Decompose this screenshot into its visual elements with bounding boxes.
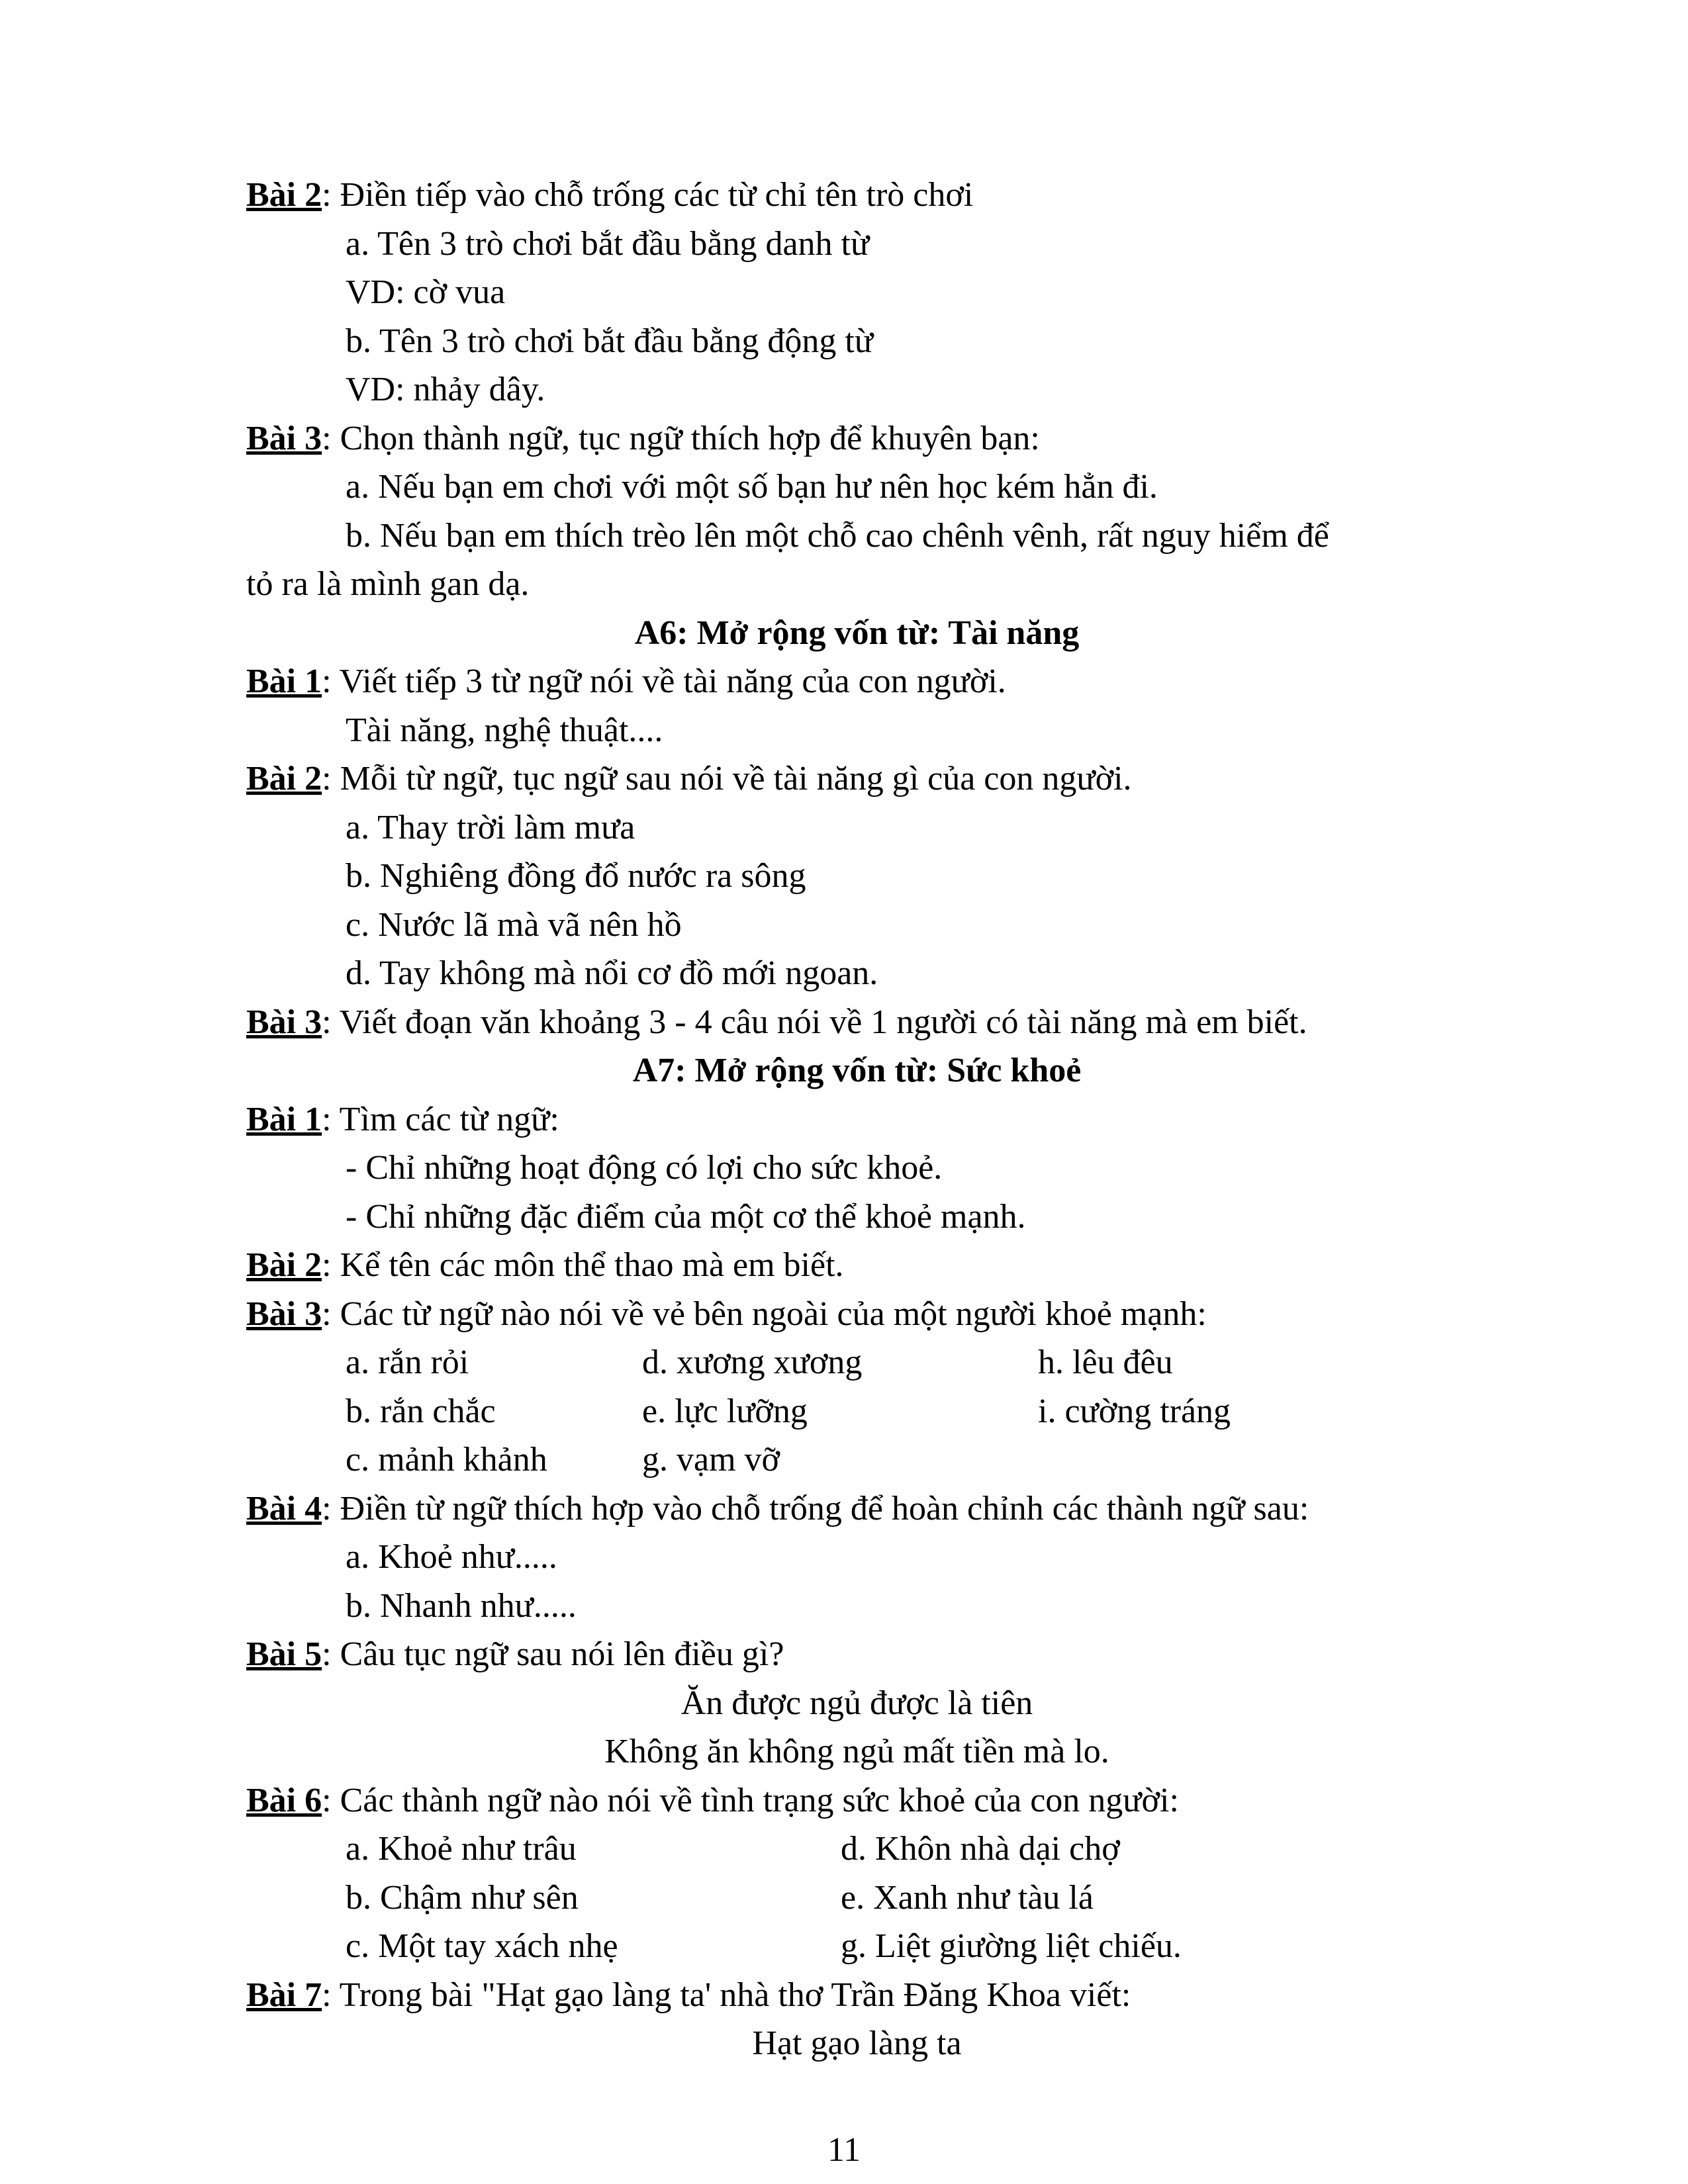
- exercise-label: Bài 3: [246, 419, 322, 457]
- exercise-label: Bài 6: [246, 1781, 322, 1819]
- exercise-item: - Chỉ những hoạt động có lợi cho sức khoẻ.: [346, 1149, 943, 1187]
- exercise-item: b. Tên 3 trò chơi bắt đầu bằng động từ: [346, 322, 874, 360]
- exercise-bai-3-prompt: [246, 414, 1468, 463]
- exercise-label: Bài 7: [246, 1976, 322, 2014]
- option-item: e. lực lưỡng: [642, 1392, 808, 1430]
- exercise-text: : Viết tiếp 3 từ ngữ nói về tài năng của con người.: [322, 662, 1006, 700]
- exercise-item: a. Khoẻ như.....: [346, 1538, 557, 1576]
- option-row: [246, 1874, 1468, 1923]
- page-number: 11: [827, 2131, 861, 2169]
- exercise-bai-4-prompt: [246, 1484, 1468, 1533]
- section-heading-a7: A7: Mở rộng vốn từ: Sức khoẻ: [632, 1052, 1082, 1089]
- exercise-bai-5-prompt: [246, 1630, 1468, 1679]
- exercise-bai-1-prompt: [246, 1095, 1468, 1144]
- exercise-item: b. Nhanh như.....: [346, 1586, 577, 1625]
- exercise-text: : Điền từ ngữ thích hợp vào chỗ trống để hoàn chỉnh các thành ngữ sau:: [322, 1489, 1309, 1527]
- exercise-item: a. Nếu bạn em chơi với một số bạn hư nên học kém hẳn đi.: [346, 468, 1158, 506]
- exercise-bai-2-prompt: [246, 1241, 1468, 1290]
- option-item: h. lêu đêu: [1038, 1343, 1173, 1381]
- option-item: g. Liệt giường liệt chiếu.: [841, 1927, 1182, 1965]
- proverb-line: Ăn được ngủ được là tiên: [680, 1684, 1033, 1722]
- option-item: d. Khôn nhà dại chợ: [841, 1830, 1120, 1868]
- exercise-bai-2-prompt: [246, 754, 1468, 803]
- exercise-bai-3-prompt: [246, 1290, 1468, 1339]
- exercise-item: a. Thay trời làm mưa: [346, 808, 635, 846]
- exercise-label: Bài 3: [246, 1295, 322, 1333]
- exercise-label: Bài 2: [246, 1246, 322, 1284]
- exercise-text: : Chọn thành ngữ, tục ngữ thích hợp để khuyên bạn:: [322, 419, 1040, 457]
- exercise-example: VD: nhảy dây.: [346, 371, 545, 408]
- exercise-item: b. Nghiêng đồng đổ nước ra sông: [346, 857, 806, 895]
- option-item: e. Xanh như tàu lá: [841, 1878, 1094, 1917]
- proverb-line: Không ăn không ngủ mất tiền mà lo.: [604, 1733, 1109, 1770]
- option-row: [246, 1435, 1468, 1484]
- exercise-label: Bài 5: [246, 1635, 322, 1673]
- section-heading-a6: A6: Mở rộng vốn từ: Tài năng: [634, 614, 1080, 652]
- exercise-bai-3-prompt: [246, 998, 1468, 1047]
- exercise-bai-7-prompt: [246, 1971, 1468, 2020]
- exercise-label: Bài 3: [246, 1003, 322, 1041]
- exercise-item-continuation: tỏ ra là mình gan dạ.: [246, 565, 530, 603]
- exercise-text: : Điền tiếp vào chỗ trống các từ chỉ tên trò chơi: [322, 176, 974, 214]
- exercise-text: : Các từ ngữ nào nói về vẻ bên ngoài của một người khoẻ mạnh:: [322, 1295, 1207, 1333]
- exercise-text: : Viết đoạn văn khoảng 3 - 4 câu nói về 1 người có tài năng mà em biết.: [322, 1003, 1307, 1041]
- option-row: [246, 1387, 1468, 1436]
- exercise-text: : Tìm các từ ngữ:: [322, 1100, 559, 1138]
- exercise-label: Bài 2: [246, 760, 322, 797]
- option-item: a. Khoẻ như trâu: [346, 1830, 577, 1868]
- option-item: a. rắn rỏi: [346, 1343, 469, 1381]
- exercise-item: a. Tên 3 trò chơi bắt đầu bằng danh từ: [346, 224, 870, 263]
- exercise-item: c. Nước lã mà vã nên hồ: [346, 905, 682, 944]
- option-item: c. mảnh khảnh: [346, 1441, 547, 1479]
- exercise-text: : Các thành ngữ nào nói về tình trạng sức khoẻ của con người:: [322, 1781, 1179, 1819]
- option-item: b. rắn chắc: [346, 1392, 496, 1430]
- page-content: [246, 171, 1468, 2068]
- exercise-text: : Trong bài "Hạt gạo làng ta' nhà thơ Trần Đăng Khoa viết:: [322, 1976, 1131, 2014]
- exercise-label: Bài 1: [246, 662, 322, 700]
- exercise-bai-6-prompt: [246, 1776, 1468, 1825]
- option-row: [246, 1922, 1468, 1971]
- option-item: i. cường tráng: [1038, 1392, 1231, 1430]
- exercise-label: Bài 4: [246, 1489, 322, 1527]
- exercise-text: : Câu tục ngữ sau nói lên điều gì?: [322, 1635, 784, 1673]
- exercise-item: d. Tay không mà nổi cơ đồ mới ngoan.: [346, 954, 878, 992]
- option-item: g. vạm vỡ: [642, 1441, 780, 1479]
- exercise-label: Bài 2: [246, 176, 322, 214]
- exercise-text: : Kể tên các môn thể thao mà em biết.: [322, 1246, 844, 1284]
- exercise-label: Bài 1: [246, 1100, 322, 1138]
- exercise-item: - Chỉ những đặc điểm của một cơ thể khoẻ mạnh.: [346, 1197, 1026, 1236]
- option-item: c. Một tay xách nhẹ: [346, 1927, 618, 1965]
- exercise-item: b. Nếu bạn em thích trèo lên một chỗ cao chênh vênh, rất nguy hiểm để: [346, 516, 1329, 555]
- exercise-example: VD: cờ vua: [346, 273, 506, 311]
- exercise-example: Tài năng, nghệ thuật....: [346, 711, 663, 749]
- option-row: [246, 1825, 1468, 1874]
- option-row: [246, 1338, 1468, 1387]
- exercise-bai-1-prompt: [246, 657, 1468, 706]
- exercise-text: : Mỗi từ ngữ, tục ngữ sau nói về tài năng gì của con người.: [322, 760, 1132, 797]
- exercise-bai-2-prompt: [246, 171, 1468, 220]
- option-item: b. Chậm như sên: [346, 1878, 579, 1917]
- poem-line: Hạt gạo làng ta: [752, 2025, 962, 2062]
- option-item: d. xương xương: [642, 1343, 863, 1381]
